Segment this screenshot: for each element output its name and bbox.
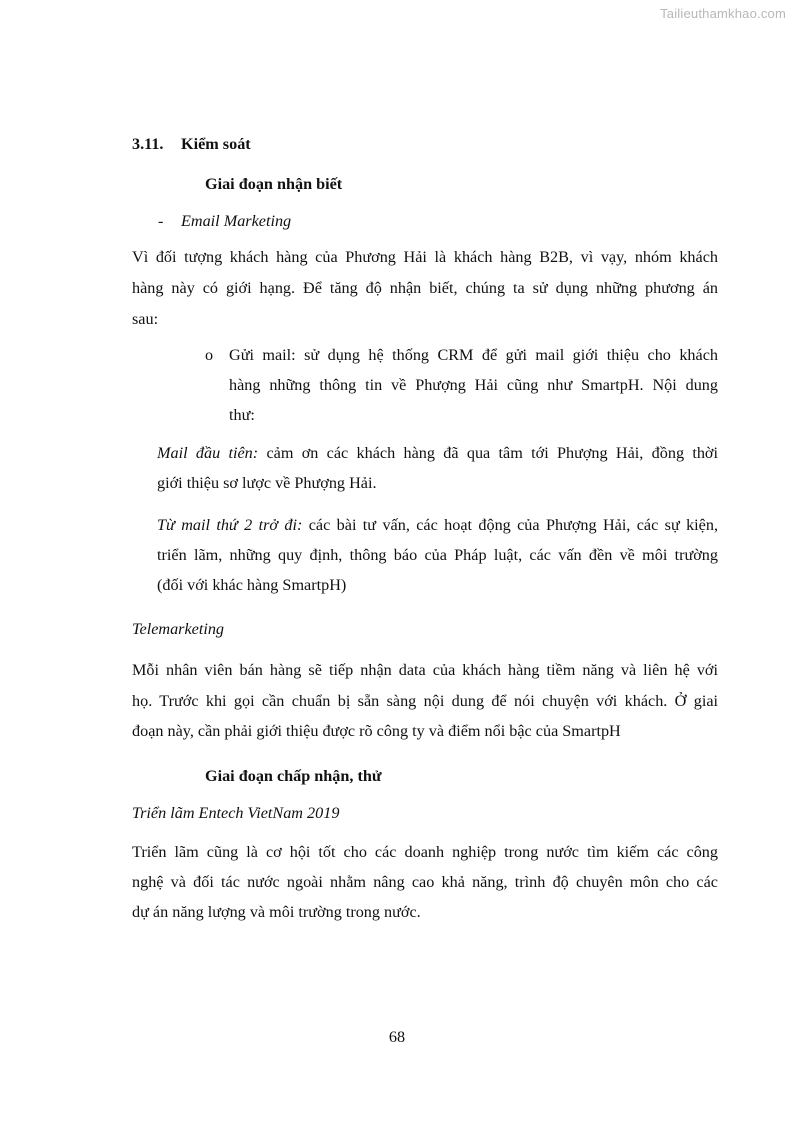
email-marketing-label: Email Marketing xyxy=(181,212,292,230)
email-dash: - xyxy=(158,212,164,230)
expo-para-line: Triển lãm cũng là cơ hội tốt cho các doanh nghiệp trong nước tìm kiếm các công xyxy=(132,843,718,861)
mail1-label: Mail đầu tiên: xyxy=(157,444,259,462)
mail2-line: triển lãm, những quy định, thông báo của Pháp luật, các vấn đền về môi trường xyxy=(157,546,718,564)
mail2-line: (đối với khác hàng SmartpH) xyxy=(157,576,347,594)
stage2-heading: Giai đoạn chấp nhận, thử xyxy=(205,767,382,785)
tele-para-line: Mỗi nhân viên bán hàng sẽ tiếp nhận data của khách hàng tiềm năng và liên hệ với xyxy=(132,661,718,679)
email-para-line: Vì đối tượng khách hàng của Phương Hải là khách hàng B2B, vì vạy, nhóm khách xyxy=(132,248,718,266)
email-para-line: hàng này có giới hạng. Để tăng độ nhận biết, chúng ta sử dụng những phương án xyxy=(132,279,718,297)
watermark: Tailieuthamkhao.com xyxy=(660,6,786,21)
section-number: 3.11. xyxy=(132,135,164,153)
bullet-marker: o xyxy=(205,346,214,364)
stage1-heading: Giai đoạn nhận biết xyxy=(205,175,343,193)
expo-para-line: nghệ và đối tác nước ngoài nhằm nâng cao khả năng, trình độ chuyên môn cho các xyxy=(132,873,718,891)
expo-label: Triển lãm Entech VietNam 2019 xyxy=(132,804,340,822)
expo-para-line: dự án năng lượng và môi trường trong nước. xyxy=(132,903,421,921)
email-para-line: sau: xyxy=(132,310,159,328)
mail2-text: các bài tư vấn, các hoạt động của Phượng Hải, các sự kiện, xyxy=(308,516,718,534)
section-title: Kiểm soát xyxy=(181,135,251,153)
bullet-line: thư: xyxy=(229,406,255,424)
tele-para-line: đoạn này, cần phải giới thiệu được rõ công ty và điểm nổi bậc của SmartpH xyxy=(132,722,621,740)
mail2-line xyxy=(157,515,718,535)
mail1-line xyxy=(157,443,718,463)
telemarketing-label: Telemarketing xyxy=(132,620,225,638)
bullet-line: hàng những thông tin về Phượng Hải cũng như SmartpH. Nội dung xyxy=(229,376,718,394)
mail1-text: cảm ơn các khách hàng đã qua tâm tới Phượng Hải, đồng thời xyxy=(266,444,718,462)
page-number: 68 xyxy=(388,1028,406,1046)
mail1-line: giới thiệu sơ lược về Phượng Hải. xyxy=(157,474,377,492)
mail2-label: Từ mail thứ 2 trở đi: xyxy=(157,516,303,534)
tele-para-line: họ. Trước khi gọi cần chuẩn bị sẵn sàng nội dung để nói chuyện với khách. Ở giai xyxy=(132,692,718,710)
bullet-line: Gửi mail: sử dụng hệ thống CRM để gửi mail giới thiệu cho khách xyxy=(229,346,718,364)
